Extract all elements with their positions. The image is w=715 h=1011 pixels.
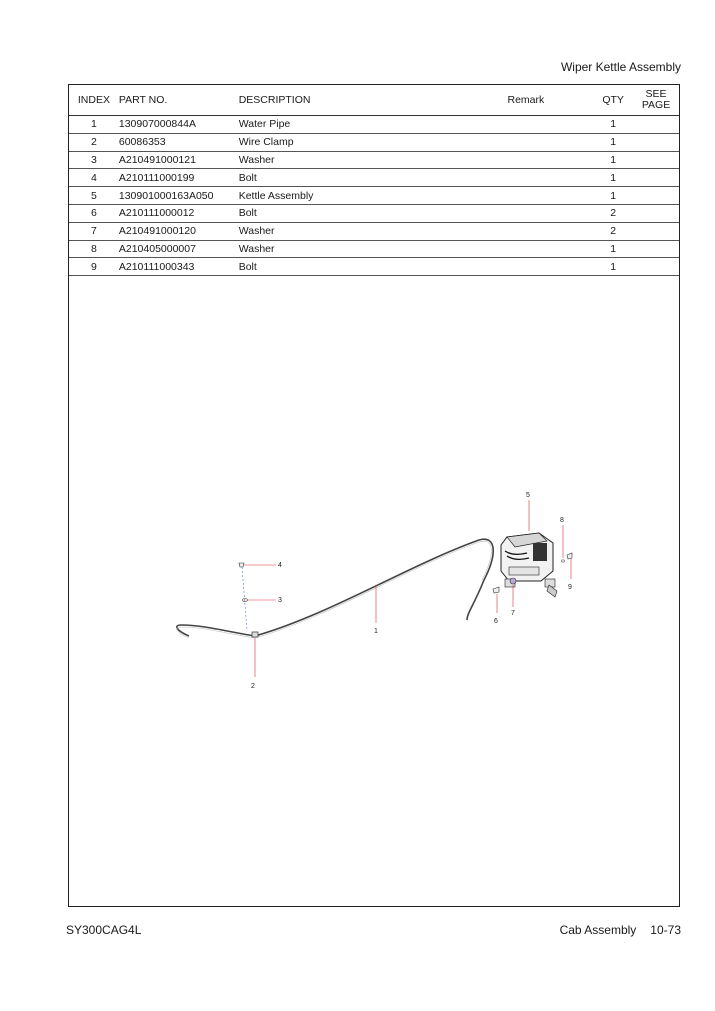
callout-5: 5 — [526, 492, 530, 499]
callout-1: 1 — [374, 628, 378, 635]
cell-index: 9 — [69, 258, 119, 276]
col-index: INDEX — [69, 85, 119, 116]
cell-qty: 1 — [593, 240, 633, 258]
col-remark: Remark — [508, 85, 594, 116]
col-part-no: PART NO. — [119, 85, 239, 116]
washer-8 — [561, 560, 565, 562]
callout-7: 7 — [511, 610, 515, 617]
footer-page-number: 10-73 — [650, 923, 681, 937]
cell-description: Washer — [239, 240, 508, 258]
callout-8: 8 — [560, 517, 564, 524]
cell-qty: 2 — [593, 204, 633, 222]
cell-qty: 1 — [593, 133, 633, 151]
callout-3: 3 — [278, 597, 282, 604]
cell-index: 8 — [69, 240, 119, 258]
callout-9: 9 — [568, 584, 572, 591]
cell-description: Bolt — [239, 258, 508, 276]
cell-index: 6 — [69, 204, 119, 222]
footer-right — [546, 923, 681, 937]
kettle-assembly — [501, 533, 557, 597]
cell-description: Bolt — [239, 169, 508, 187]
footer-section: Cab Assembly — [559, 923, 637, 937]
cell-qty: 1 — [593, 116, 633, 134]
cell-index: 7 — [69, 222, 119, 240]
cell-index: 3 — [69, 151, 119, 169]
cell-part-no: A210491000120 — [119, 222, 239, 240]
cell-index: 2 — [69, 133, 119, 151]
cell-part-no: 130907000844A — [119, 116, 239, 134]
callout-6: 6 — [494, 618, 498, 625]
col-see-page-line2: PAGE — [641, 99, 671, 111]
cell-description: Bolt — [239, 204, 508, 222]
callout-4: 4 — [278, 562, 282, 569]
col-qty: QTY — [593, 85, 633, 116]
washer-small — [243, 599, 248, 602]
cell-part-no: A210405000007 — [119, 240, 239, 258]
cell-part-no: 130901000163A050 — [119, 187, 239, 205]
col-description: DESCRIPTION — [239, 85, 508, 116]
cell-description: Kettle Assembly — [239, 187, 508, 205]
callout-2: 2 — [251, 683, 255, 690]
cell-part-no: 60086353 — [119, 133, 239, 151]
cell-qty: 2 — [593, 222, 633, 240]
washer-7 — [510, 578, 516, 584]
cell-index: 5 — [69, 187, 119, 205]
cell-description: Washer — [239, 151, 508, 169]
cell-qty: 1 — [593, 151, 633, 169]
cell-qty: 1 — [593, 169, 633, 187]
cell-part-no: A210111000012 — [119, 204, 239, 222]
cell-part-no: A210491000121 — [119, 151, 239, 169]
cell-description: Washer — [239, 222, 508, 240]
cell-description: Wire Clamp — [239, 133, 508, 151]
cell-index: 4 — [69, 169, 119, 187]
cell-index: 1 — [69, 116, 119, 134]
page-title: Wiper Kettle Assembly — [560, 60, 681, 74]
bolt-6 — [493, 587, 499, 593]
bolt-small — [239, 563, 244, 567]
cell-part-no: A210111000199 — [119, 169, 239, 187]
cell-qty: 1 — [593, 258, 633, 276]
col-see-page-line1: SEE — [645, 88, 667, 100]
footer-model: SY300CAG4L — [66, 923, 142, 937]
cell-description: Water Pipe — [239, 116, 508, 134]
bolt-9 — [567, 553, 572, 559]
wire-clamp — [252, 632, 258, 637]
cell-part-no: A210111000343 — [119, 258, 239, 276]
exploded-drawing — [69, 85, 681, 908]
cell-qty: 1 — [593, 187, 633, 205]
parts-frame — [68, 84, 680, 907]
water-pipe-hose — [177, 539, 493, 636]
